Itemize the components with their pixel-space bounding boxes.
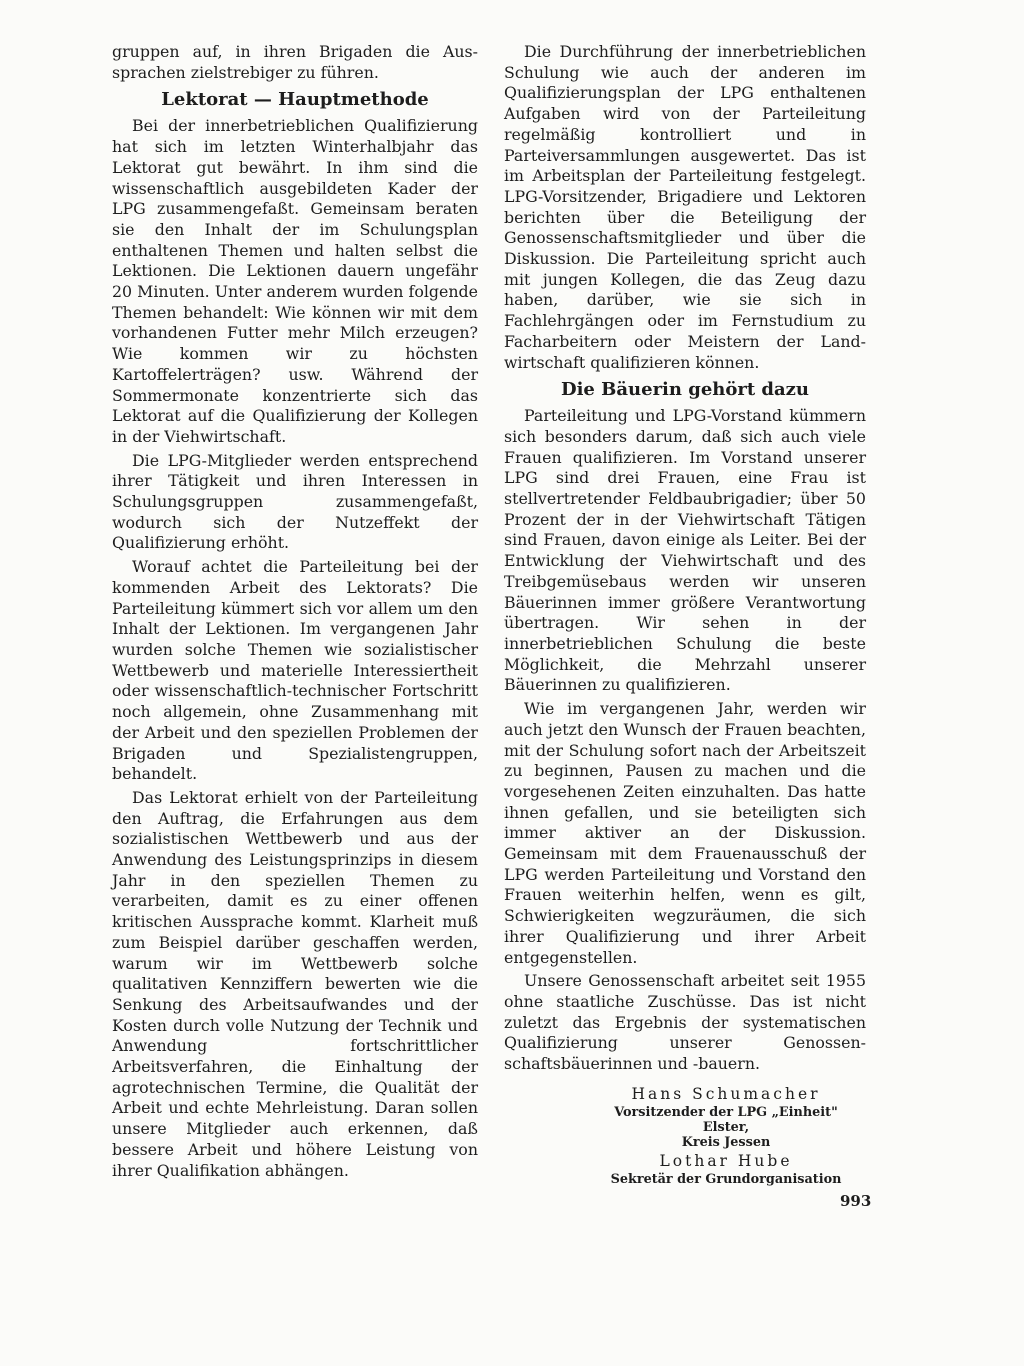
paragraph: Die Durchführung der innerbetrieblichen Schulung wie auch der anderen im Qualifizierungsplan der LPG enthaltenen Aufgaben wird von der Parteileitung regelmäßig kontrolliert und in Parteiversammlungen ausgewertet. Das ist im Arbeitsplan der Parteileitung festgelegt. LPG-Vorsitzender, Brigadiere und Lektoren berichten über die Beteiligung der Genossenschaftsmitglieder und über die Diskussion. Die Parteileitung spricht auch mit jungen Kollegen, die das Zeug dazu haben, darüber, wie sie sich in Fachlehrgängen oder im Fernstudium zu Facharbeitern oder Meistern der Landwirtschaft qualifizieren können. bbox=[504, 42, 866, 372]
author-name: Hans Schumacher bbox=[631, 1084, 821, 1103]
paragraph: Wie im vergangenen Jahr, werden wir auch jetzt den Wunsch der Frauen beachten, mit der Schulung sofort nach der Arbeitszeit zu beginnen, Pausen zu machen und die vorgesehenen Zeiten einzuhalten. Das hatte ihnen gefallen, und sie beteiligten sich immer aktiver an der Diskussion. Gemeinsam mit dem Frauenausschuß der LPG werden Parteileitung und Vorstand den Frauen weiterhin helfen, wenn es gilt, Schwierigkeiten wegzuräumen, die sich ihrer Qualifizierung und ihrer Arbeit entgegenstellen. bbox=[504, 699, 866, 967]
section-heading-baeuerin: Die Bäuerin gehört dazu bbox=[560, 379, 809, 401]
paragraph: Die LPG-Mitglieder werden entsprechend ihrer Tätigkeit und ihren Interessen in Schulungsgruppen zusammengefaßt, wodurch sich der Nutzeffekt der Qualifizierung erhöht. bbox=[112, 450, 478, 553]
paragraph: Worauf achtet die Parteileitung bei der kommenden Arbeit des Lektorats? Die Parteileitung kümmert sich vor allem um den Inhalt der Lektionen. Im vergangenen Jahr wurden solche Themen wie sozialistischer Wettbewerb und materielle Interessiertheit oder wissenschaftlich-technischer Fortschritt noch allgemein, ohne Zusammenhang mit der Arbeit und den speziellen Problemen der Brigaden und Spezialistengruppen, behandelt. bbox=[112, 557, 478, 784]
paragraph: Das Lektorat erhielt von der Parteileitung den Auftrag, die Erfahrungen aus dem sozialistischen Wettbewerb und aus der Anwendung des Leistungsprinzips in diesem Jahr in den speziellen Themen zu verarbeiten, damit es zu einer offenen kritischen Aussprache kommt. Klarheit muß zum Beispiel darüber geschaffen werden, warum wir im Wettbewerb solche qualitativen Kennziffern bewerten wie die Senkung des Arbeitsaufwandes und der Kosten durch volle Nutzung der Technik und Anwendung fortschrittlicher Arbeitsverfahren, die Einhaltung der agrotechnischen Termine, die Qualität der Arbeit und echte Mehrleistung. Daran sollen unsere Mitglieder auch erkennen, daß bessere Arbeit und höhere Leistung von ihrer Qualifikation abhängen. bbox=[112, 787, 478, 1180]
paragraph: Bei der innerbetrieblichen Qualifizierung hat sich im letzten Winterhalbjahr das Lektorat gut bewährt. In ihm sind die wissenschaftlich ausgebildeten Kader der LPG zusammengefaßt. Gemeinsam beraten sie den Inhalt der im Schulungsplan enthaltenen Themen und halten selbst die Lektionen. Die Lektionen dauern ungefähr 20 Minuten. Unter anderem wurden folgende Themen behandelt: Wie können wir mit dem vorhandenen Futter mehr Milch erzeugen? Wie kommen wir zu höchsten Kartoffelerträgen? usw. Während der Sommermonate konzentrierte sich das Lektorat auf die Qualifizierung der Kollegen in der Viehwirtschaft. bbox=[112, 116, 478, 446]
author-location: Kreis Jessen bbox=[681, 1134, 771, 1150]
right-column bbox=[504, 42, 866, 1187]
signature-block bbox=[504, 1083, 866, 1187]
author-role: Sekretär der Grundorganisation bbox=[610, 1171, 842, 1187]
left-column bbox=[112, 42, 478, 1181]
page-number: 993 bbox=[840, 1192, 872, 1210]
paragraph-continuation: gruppen auf, in ihren Brigaden die Aussprachen zielstrebiger zu führen. bbox=[112, 42, 478, 82]
paragraph: Unsere Genossenschaft arbeitet seit 1955 ohne staatliche Zuschüsse. Das ist nicht zuletzt das Ergebnis der systematischen Qualifizierung unserer Genossenschaftsbäuerinnen und -bauern. bbox=[504, 971, 866, 1074]
author-name: Lothar Hube bbox=[659, 1151, 793, 1170]
paragraph: Parteileitung und LPG-Vorstand kümmern sich besonders darum, daß sich auch viele Frauen qualifizieren. Im Vorstand unserer LPG sind drei Frauen, eine Frau ist stellvertretender Feldbaubrigadier; über 50 Prozent der in der Viehwirtschaft Tätigen sind Frauen, davon einige als Leiter. Bei der Entwicklung der Viehwirtschaft und des Treibgemüsebaus werden wir unseren Bäuerinnen immer größere Verantwortung übertragen. Wir sehen in der innerbetrieblichen Schulung die beste Möglichkeit, die Mehrzahl unserer Bäuerinnen zu qualifizieren. bbox=[504, 406, 866, 695]
author-role: Vorsitzender der LPG „Einheit" Elster, bbox=[614, 1104, 838, 1135]
section-heading-lektorat: Lektorat — Hauptmethode bbox=[161, 89, 429, 111]
